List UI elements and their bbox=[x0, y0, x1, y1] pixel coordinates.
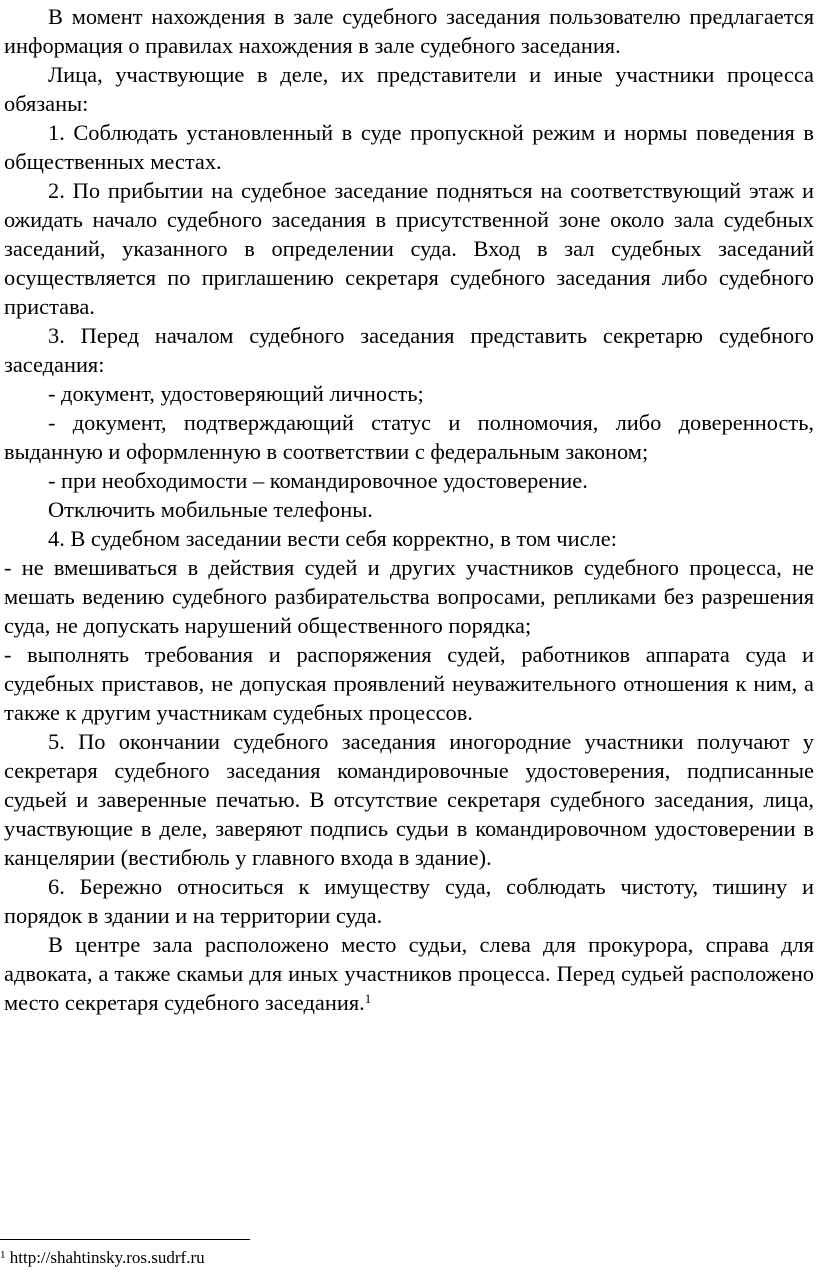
paragraph-courtroom-layout bbox=[4, 930, 814, 1017]
paragraph-intro: В момент нахождения в зале судебного заседания пользователю предлагается информация о правилах нахождения в зале судебного заседания. bbox=[4, 4, 814, 58]
paragraph-rule-4-item-obey: - выполнять требования и распоряжения судей, работников аппарата суда и судебных приставов, не допуская проявлений неуважительного отношения к ним, а также к другим участникам судебных процессов. bbox=[4, 642, 814, 725]
paragraph-rule-3: 3. Перед началом судебного заседания представить секретарю судебного заседания: bbox=[4, 323, 814, 377]
document-body bbox=[4, 2, 814, 1017]
footnote bbox=[0, 1248, 205, 1268]
paragraph-rule-5: 5. По окончании судебного заседания иногородние участники получают у секретаря судебного заседания командировочные удостоверения, подписанные судьей и заверенные печатью. В отсутствие секретаря судебного заседания, лица, участвующие в деле, заверяют подпись судьи в командировочном удостоверении в канцелярии (вестибюль у главного входа в здание). bbox=[4, 729, 814, 870]
paragraph-rule-4-item-no-interference: - не вмешиваться в действия судей и других участников судебного процесса, не мешать ведению судебного разбирательства вопросами, репликами без разрешения суда, не допускать нарушений общественного порядка; bbox=[4, 555, 814, 638]
footnote-mark: 1 bbox=[0, 1249, 6, 1261]
footnote-reference[interactable]: 1 bbox=[364, 991, 372, 1006]
paragraph-rule-6: 6. Бережно относиться к имуществу суда, соблюдать чистоту, тишину и порядок в здании и на территории суда. bbox=[4, 874, 814, 928]
paragraph-rule-3-item-id: - документ, удостоверяющий личность; bbox=[48, 381, 424, 406]
paragraph-phones-off: Отключить мобильные телефоны. bbox=[48, 497, 373, 522]
footnote-link[interactable]: http://shahtinsky.ros.sudrf.ru bbox=[9, 1248, 205, 1267]
paragraph-rule-3-item-authority: - документ, подтверждающий статус и полномочия, либо доверенность, выданную и оформленную в соответствии с федеральным законом; bbox=[4, 410, 814, 464]
paragraph-rule-4: 4. В судебном заседании вести себя корректно, в том числе: bbox=[48, 526, 617, 551]
paragraph-obligations-intro: Лица, участвующие в деле, их представители и иные участники процесса обязаны: bbox=[4, 62, 814, 116]
footnote-separator bbox=[0, 1239, 250, 1240]
paragraph-rule-2: 2. По прибытии на судебное заседание подняться на соответствующий этаж и ожидать начало судебного заседания в присутственной зоне около зала судебных заседаний, указанного в определении суда. Вход в зал судебных заседаний осуществляется по приглашению секретаря судебного заседания либо судебного пристава. bbox=[4, 178, 814, 319]
paragraph-rule-1: 1. Соблюдать установленный в суде пропускной режим и нормы поведения в общественных местах. bbox=[4, 120, 814, 174]
paragraph-rule-3-item-travel: - при необходимости – командировочное удостоверение. bbox=[48, 468, 588, 493]
courtroom-layout-text: В центре зала расположено место судьи, слева для прокурора, справа для адвоката, а также скамьи для иных участников процесса. Перед судьей расположено место секретаря судебного заседания. bbox=[4, 932, 814, 1015]
